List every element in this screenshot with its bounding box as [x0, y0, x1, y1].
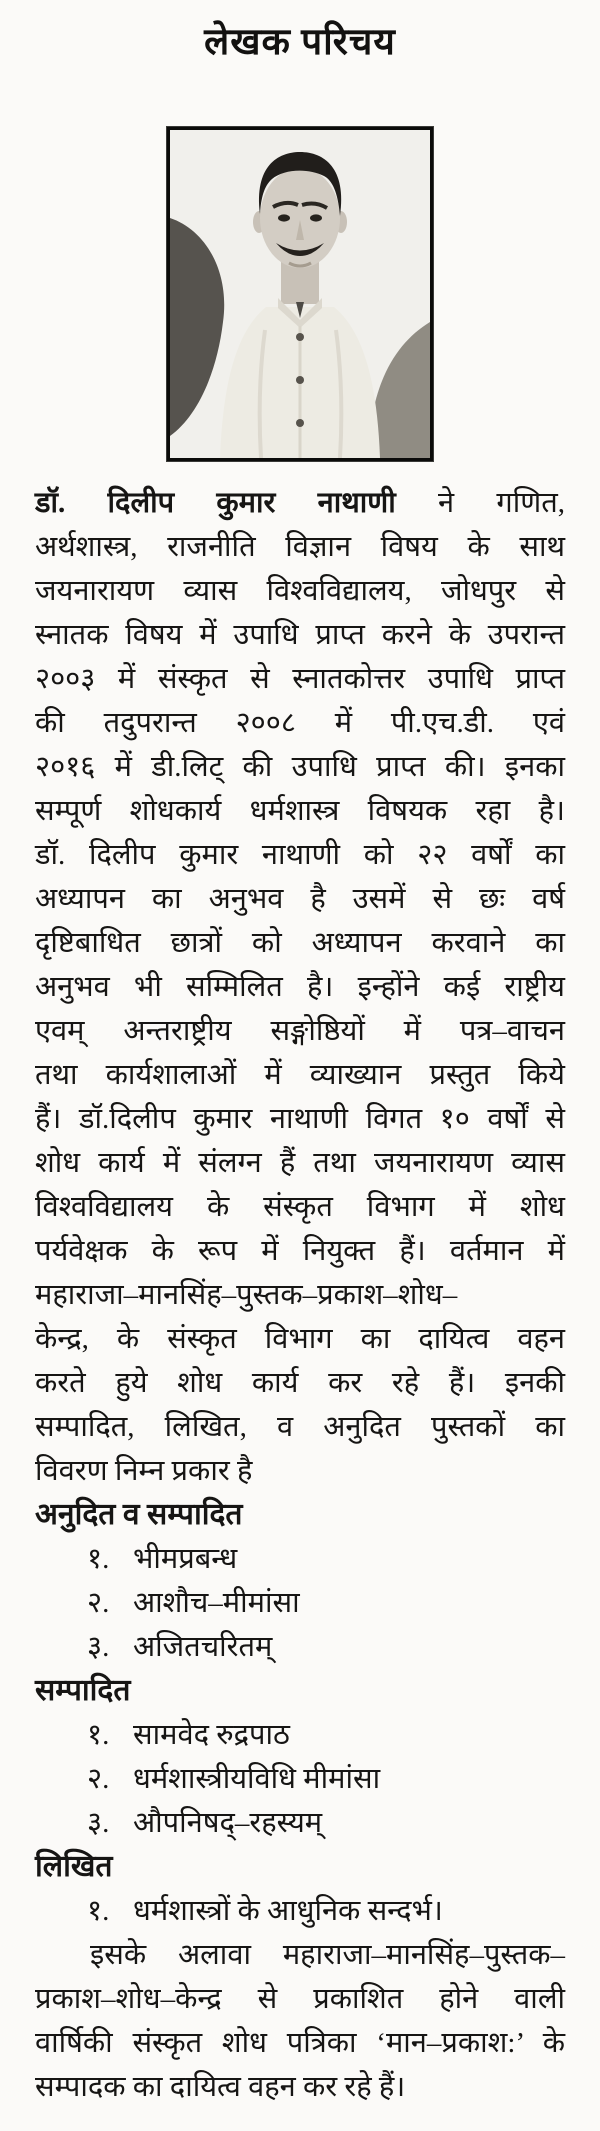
list-item-number: ३. — [87, 1807, 110, 1839]
bio-line: अनुभव भी सम्मिलित है। इन्होंने कई राष्ट्रीय — [35, 971, 565, 1003]
list-item-number: १. — [87, 1719, 110, 1751]
list-item-number: १. — [87, 1895, 110, 1927]
section-heading-translated-edited: अनुदित व सम्पादित — [35, 1498, 243, 1531]
bio-line-text: ने गणित, — [395, 487, 565, 519]
bio-line: अध्यापन का अनुभव है उसमें से छः वर्ष — [35, 883, 565, 915]
portrait-button — [296, 419, 304, 427]
bio-line — [35, 481, 565, 525]
bio-line: दृष्टिबाधित छात्रों को अध्यापन करवाने का — [35, 927, 565, 959]
portrait-button — [296, 376, 304, 384]
bio-line: इसके अलावा महाराजा–मानसिंह–पुस्तक– — [90, 1939, 565, 1971]
list-item — [35, 1713, 565, 1757]
bio-line: करते हुये शोध कार्य कर रहे हैं। इनकी — [35, 1367, 565, 1399]
list-item-title: धर्मशास्त्रीयविधि मीमांसा — [133, 1763, 381, 1795]
bio-line: वार्षिकी संस्कृत शोध पत्रिका ‘मान–प्रकाश:’ के — [35, 2027, 565, 2059]
list-item — [35, 1581, 565, 1625]
section-heading-written: लिखित — [35, 1850, 113, 1883]
bio-line: २०१६ में डी.लिट् की उपाधि प्राप्त की। इनका — [35, 751, 565, 783]
list-item-title: आशौच–मीमांसा — [133, 1587, 300, 1619]
bio-line: विश्वविद्यालय के संस्कृत विभाग में शोध — [35, 1191, 565, 1223]
list-item-title: भीमप्रबन्ध — [133, 1543, 238, 1575]
bio-line: जयनारायण व्यास विश्वविद्यालय, जोधपुर से — [35, 575, 565, 607]
portrait-eye — [310, 214, 322, 221]
list-item — [35, 1625, 565, 1669]
bio-line: पर्यवेक्षक के रूप में नियुक्त हैं। वर्तमान में — [35, 1235, 565, 1267]
bio-line: महाराजा–मानसिंह–पुस्तक–प्रकाश–शोध– — [35, 1279, 458, 1311]
list-item-title: औपनिषद्–रहस्यम् — [133, 1807, 323, 1839]
list-item-number: ३. — [87, 1631, 110, 1663]
list-item — [35, 1889, 565, 1933]
bio-line: अर्थशास्त्र, राजनीति विज्ञान विषय के साथ — [35, 531, 565, 563]
list-item-number: २. — [87, 1763, 110, 1795]
bio-line: तथा कार्यशालाओं में व्याख्यान प्रस्तुत किये — [35, 1059, 565, 1091]
bio-line: केन्द्र, के संस्कृत विभाग का दायित्व वहन — [35, 1323, 565, 1355]
bio-line: विवरण निम्न प्रकार है — [35, 1455, 253, 1487]
author-portrait-illustration — [170, 130, 430, 458]
list-item-number: २. — [87, 1587, 110, 1619]
bio-line: सम्पादक का दायित्व वहन कर रहे हैं। — [35, 2071, 406, 2103]
bio-line: प्रकाश–शोध–केन्द्र से प्रकाशित होने वाली — [35, 1983, 565, 2015]
author-photo — [167, 127, 433, 461]
bio-line: स्नातक विषय में उपाधि प्राप्त करने के उपरान्त — [35, 619, 565, 651]
list-item — [35, 1801, 565, 1845]
page-title: लेखक परिचय — [204, 22, 396, 63]
bio-line: २००३ में संस्कृत से स्नातकोत्तर उपाधि प्राप्त — [35, 663, 565, 695]
portrait-button — [296, 333, 304, 341]
list-item — [35, 1537, 565, 1581]
list-item-title: धर्मशास्त्रों के आधुनिक सन्दर्भ। — [133, 1895, 443, 1927]
bio-line: डॉ. दिलीप कुमार नाथाणी को २२ वर्षों का — [35, 839, 565, 871]
bio-line: सम्पादित, लिखित, व अनुदित पुस्तकों का — [35, 1411, 565, 1443]
bio-line: एवम् अन्तराष्ट्रीय सङ्गोष्ठियों में पत्र–वाचन — [35, 1015, 565, 1047]
bio-line: सम्पूर्ण शोधकार्य धर्मशास्त्र विषयक रहा है। — [35, 795, 565, 827]
author-name: डॉ. दिलीप कुमार नाथाणी — [35, 487, 396, 519]
biography-text — [35, 481, 565, 2109]
bio-line: हैं। डॉ.दिलीप कुमार नाथाणी विगत १० वर्षों से — [35, 1103, 565, 1135]
section-heading-edited: सम्पादित — [35, 1674, 131, 1707]
list-item-title: सामवेद रुद्रपाठ — [133, 1719, 290, 1751]
list-item-number: १. — [87, 1543, 110, 1575]
bio-line: शोध कार्य में संलग्न हैं तथा जयनारायण व्यास — [35, 1147, 565, 1179]
list-item — [35, 1757, 565, 1801]
bio-line: की तदुपरान्त २००८ में पी.एच.डी. एवं — [35, 707, 565, 739]
list-item-title: अजितचरितम् — [133, 1631, 273, 1663]
portrait-eye — [278, 214, 290, 221]
